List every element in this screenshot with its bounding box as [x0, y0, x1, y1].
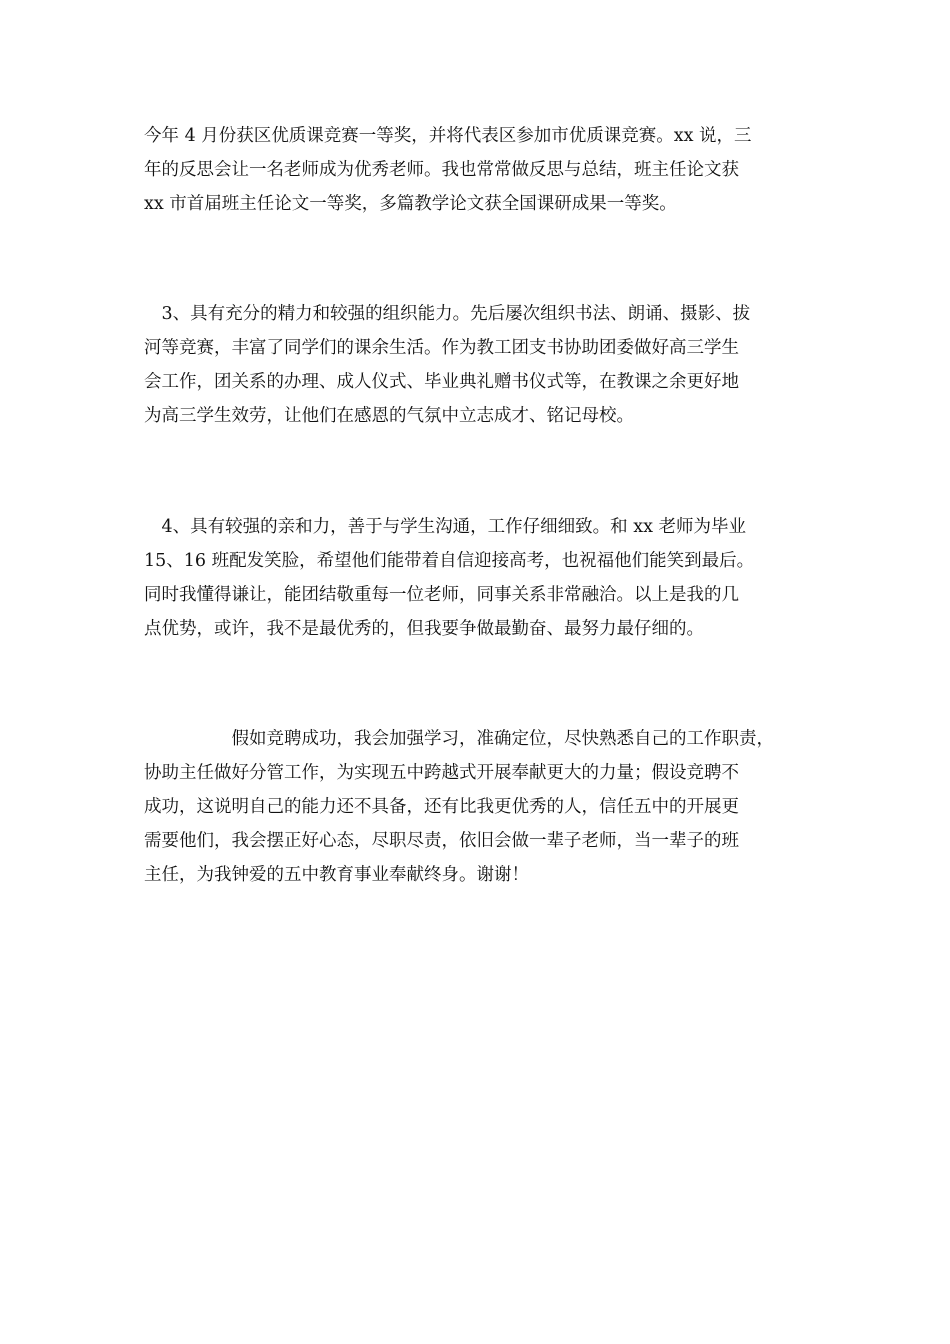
text-line: 假如竞聘成功，我会加强学习，准确定位，尽快熟悉自己的工作职责，: [144, 729, 774, 749]
text-line: 同时我懂得谦让，能团结敬重每一位老师，同事关系非常融洽。以上是我的几: [144, 585, 739, 605]
text-line: 协助主任做好分管工作，为实现五中跨越式开展奉献更大的力量；假设竞聘不: [144, 763, 739, 783]
text-line: 主任，为我钟爱的五中教育事业奉献终身。谢谢！: [144, 865, 529, 885]
text-line: 成功，这说明自己的能力还不具备，还有比我更优秀的人，信任五中的开展更: [144, 797, 739, 817]
text-line: 4、具有较强的亲和力，善于与学生沟通，工作仔细细致。和 xx 老师为毕业: [144, 517, 746, 537]
paragraph-awards: [144, 119, 834, 221]
text-line: 点优势，或许，我不是最优秀的，但我要争做最勤奋、最努力最仔细的。: [144, 619, 704, 639]
text-line: 会工作，团关系的办理、成人仪式、毕业典礼赠书仪式等，在教课之余更好地: [144, 372, 739, 392]
paragraph-point-4: [144, 510, 834, 646]
text-line: 3、具有充分的精力和较强的组织能力。先后屡次组织书法、朗诵、摄影、拔: [144, 304, 751, 324]
text-line: 河等竞赛，丰富了同学们的课余生活。作为教工团支书协助团委做好高三学生: [144, 338, 739, 358]
text-line: 今年 4 月份获区优质课竞赛一等奖，并将代表区参加市优质课竞赛。xx 说，三: [144, 126, 752, 146]
paragraph-conclusion: [144, 722, 834, 892]
text-line: 15、16 班配发笑脸，希望他们能带着自信迎接高考，也祝福他们能笑到最后。: [144, 551, 755, 571]
text-line: xx 市首届班主任论文一等奖，多篇教学论文获全国课研成果一等奖。: [144, 194, 677, 214]
text-line: 年的反思会让一名老师成为优秀老师。我也常常做反思与总结，班主任论文获: [144, 160, 739, 180]
paragraph-point-3: [144, 297, 834, 433]
text-line: 为高三学生效劳，让他们在感恩的气氛中立志成才、铭记母校。: [144, 406, 634, 426]
text-line: 需要他们，我会摆正好心态，尽职尽责，依旧会做一辈子老师，当一辈子的班: [144, 831, 739, 851]
